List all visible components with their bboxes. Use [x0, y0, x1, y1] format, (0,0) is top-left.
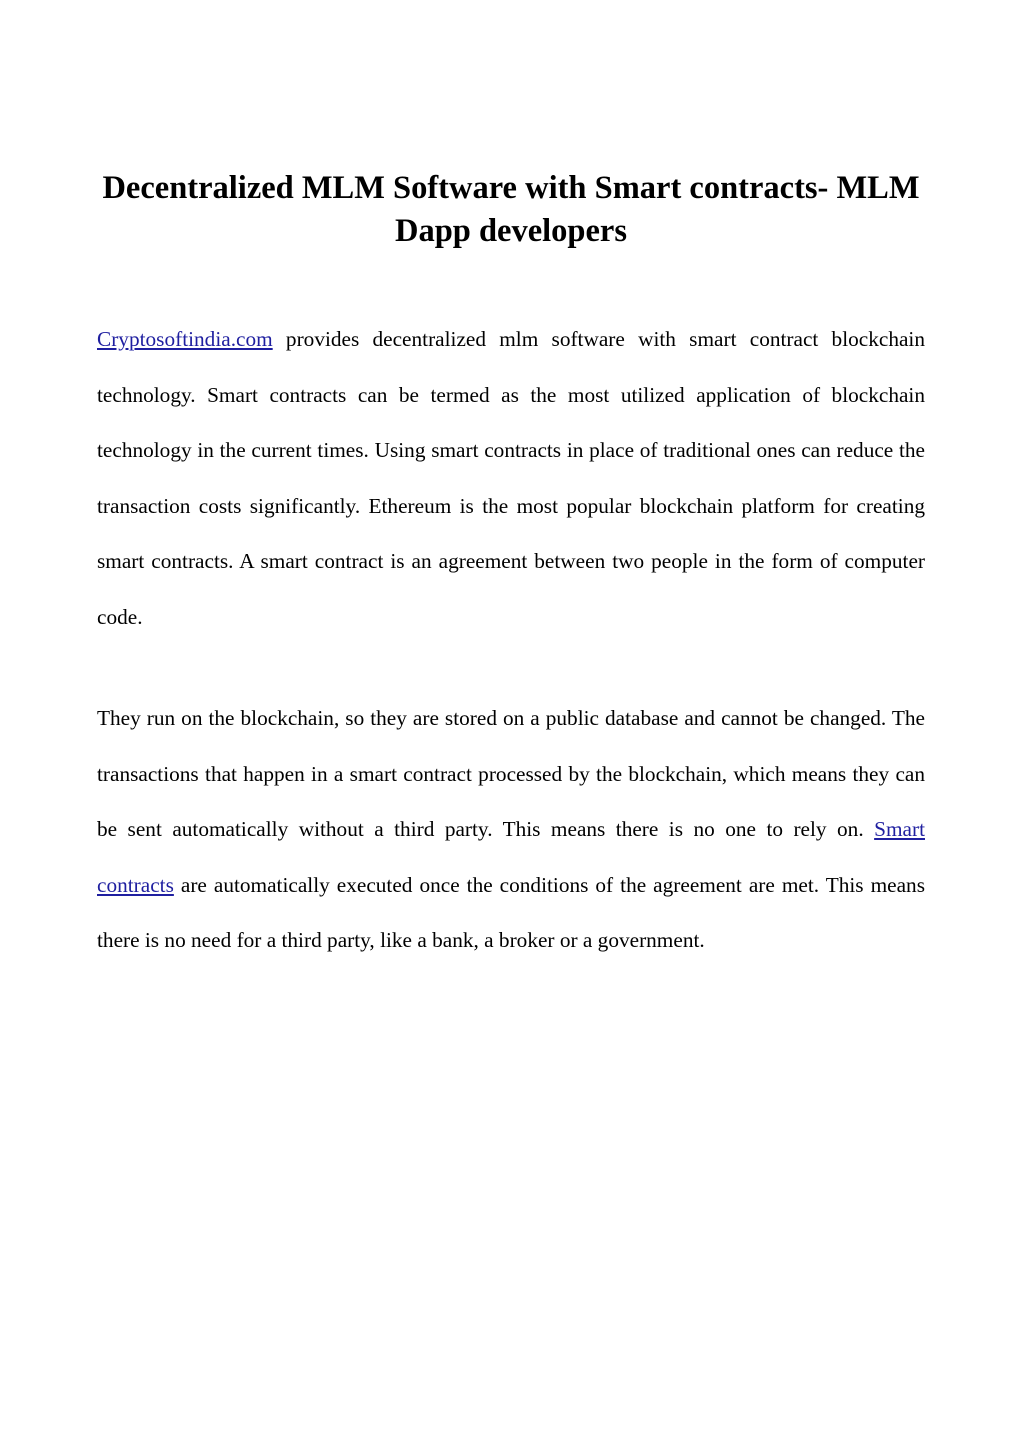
- paragraph-blockchain: [97, 691, 925, 969]
- document-title: Decentralized MLM Software with Smart contracts- MLM Dapp developers: [102, 170, 920, 249]
- paragraph-intro: [97, 312, 925, 645]
- paragraph-blockchain-text-after: are automatically executed once the conditions of the agreement are met. This means there is no need for a third party, like a bank, a broker or a government.: [97, 872, 925, 952]
- cryptosoftindia-link[interactable]: Cryptosoftindia.com: [97, 327, 273, 351]
- smart-contracts-link[interactable]: Smart contracts: [97, 817, 925, 897]
- paragraph-intro-text: provides decentralized mlm software with smart contract blockchain technology. Smart contracts can be termed as the most utilized application of blockchain technology in the current times. Using smart contracts in place of traditional ones can reduce the transaction costs significantly. Ethereum is the most popular blockchain platform for creating smart contracts. A smart contract is an agreement between two people in the form of computer code.: [97, 327, 925, 629]
- paragraph-blockchain-text-before: They run on the blockchain, so they are stored on a public database and cannot be changed. The transactions that happen in a smart contract processed by the blockchain, which means they can be sent automatically without a third party. This means there is no one to rely on.: [97, 706, 925, 841]
